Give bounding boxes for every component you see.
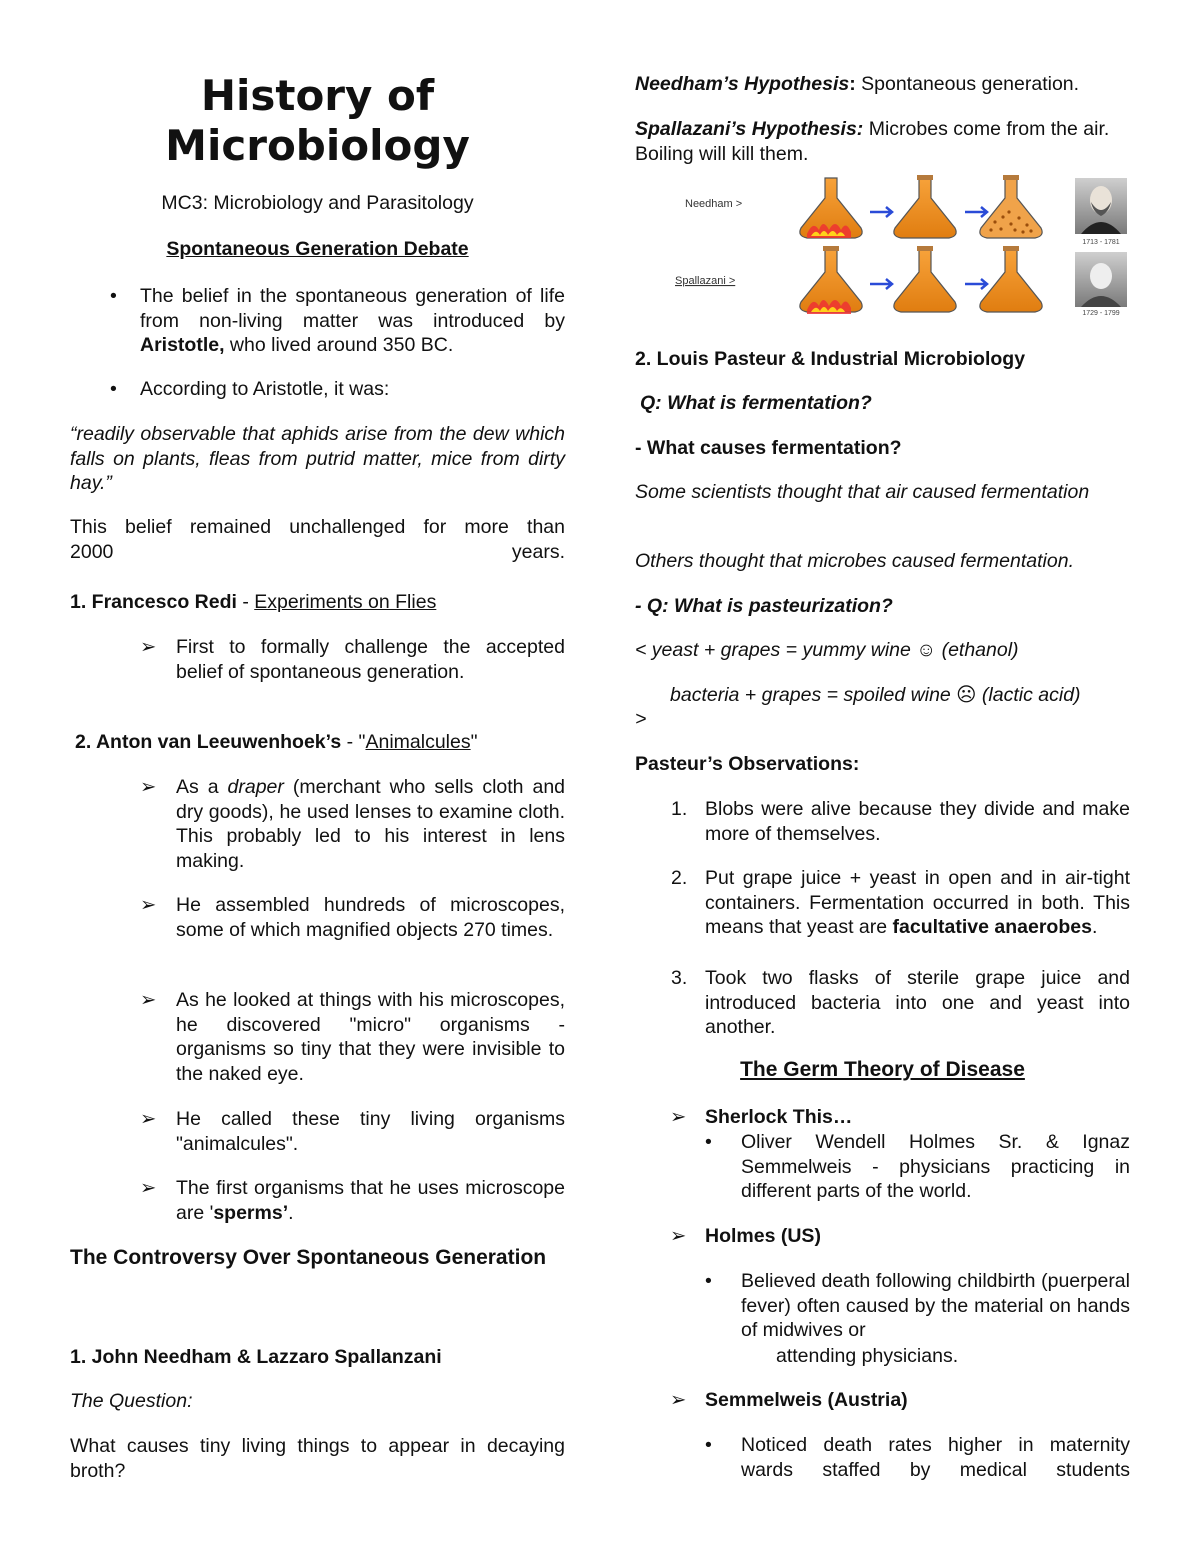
arrow-bullet-icon: ➢ <box>670 1225 687 1247</box>
q-fermentation: Q: What is fermentation? <box>640 392 872 414</box>
arrow-icon <box>965 279 987 289</box>
redi-heading-line <box>70 590 565 615</box>
draper-pre: As a <box>176 776 228 798</box>
sherlock-point: Oliver Wendell Holmes Sr. & Ignaz Semmelweis - physicians practicing in different parts of the world. <box>741 1131 1130 1202</box>
holmes-heading: Holmes (US) <box>705 1225 821 1247</box>
spallanzani-flask-boiling <box>800 246 862 314</box>
leeuwenhoek-point-animalcules: He called these tiny living organisms "animalcules". <box>176 1108 565 1155</box>
holmes-point-cont: attending physicians. <box>776 1345 959 1367</box>
bullet-according: According to Aristotle, it was: <box>140 378 390 400</box>
sperms-post: . <box>288 1201 294 1224</box>
redi-point: First to formally challenge the accepted belief of spontaneous generation. <box>176 636 565 683</box>
spallanzani-hypothesis <box>635 117 1130 166</box>
leeuwenhoek-heading: 2. Anton van Leeuwenhoek’s <box>75 731 342 753</box>
obs2-number: 2. <box>671 867 688 889</box>
dot-bullet-icon: • <box>705 1131 712 1153</box>
obs3-number: 3. <box>671 967 688 989</box>
spallanzani-flask-clear <box>980 246 1042 312</box>
semmelweis-heading: Semmelweis (Austria) <box>705 1389 908 1411</box>
leeuwenhoek-sep: - " <box>341 731 366 753</box>
q-pasteurization: - Q: What is pasteurization? <box>635 595 893 617</box>
facultative-anaerobes: facultative anaerobes <box>892 916 1092 938</box>
dot-bullet-icon: • <box>705 1270 712 1292</box>
needham-flask-boiling <box>800 178 862 238</box>
aristotle-quote: “readily observable that aphids arise from the dew which falls on plants, fleas from putrid matter, mice from dirty hay.” <box>70 423 565 494</box>
spallanzani-flask-sealed <box>894 246 956 312</box>
leeuwenhoek-close: " <box>470 731 478 753</box>
leeuwenhoek-point-sperms <box>176 1176 565 1225</box>
observation-2 <box>705 866 1130 940</box>
redi-link[interactable]: Experiments on Flies <box>254 591 437 613</box>
germ-theory-heading: The Germ Theory of Disease <box>740 1058 1025 1081</box>
bullet1-text: The belief in the spontaneous generation of life from non-living matter was introduced by <box>140 285 565 332</box>
belief-word-2000: 2000 <box>70 541 114 563</box>
redi-sep: - <box>236 591 255 613</box>
doc-title-line2: Microbiology <box>165 121 470 170</box>
leeuwenhoek-point-draper <box>176 775 565 873</box>
round-bullet-icon: • <box>110 378 117 400</box>
needham-flask-cooled <box>894 175 956 238</box>
draper-word: draper <box>227 776 284 798</box>
semmelweis-point: Noticed death rates higher in maternity wards staffed by medical students <box>741 1434 1130 1481</box>
sherlock-heading: Sherlock This… <box>705 1106 853 1128</box>
leeuwenhoek-point-micro: As he looked at things with his microscopes, he discovered "micro" organisms - organisms so tiny that they were invisible to the naked eye. <box>176 989 565 1085</box>
doc-subtitle: MC3: Microbiology and Parasitology <box>161 192 474 214</box>
spall-hyp-label: Spallazani’s Hypothesis: <box>635 118 864 140</box>
obs2-text: Put grape juice + yeast in open and in air-tight containers. Fermentation occurred in both. This means that yeast are <box>705 867 1130 938</box>
leeuwenhoek-point-microscopes: He assembled hundreds of microscopes, some of which magnified objects 270 times. <box>176 894 565 941</box>
others-thought: Others thought that microbes caused fermentation. <box>635 550 1074 572</box>
arrow-bullet-icon: ➢ <box>140 636 157 658</box>
q-causes: - What causes fermentation? <box>635 437 902 459</box>
arrow-bullet-icon: ➢ <box>140 894 157 916</box>
needham-hyp-colon: : <box>849 73 856 95</box>
dot-bullet-icon: • <box>705 1434 712 1456</box>
spallanzani-row-label: Spallazani > <box>675 275 736 287</box>
arrow-icon <box>870 207 892 217</box>
obs2-tail: . <box>1091 916 1098 938</box>
flask-experiment-figure <box>675 172 1135 317</box>
aristotle-bold: Aristotle, <box>140 334 225 356</box>
observations-heading: Pasteur’s Observations: <box>635 753 860 775</box>
round-bullet-icon: • <box>110 285 117 307</box>
arrow-bullet-icon: ➢ <box>140 1108 157 1130</box>
arrow-icon <box>965 207 987 217</box>
needham-spallanzani-heading: 1. John Needham & Lazzaro Spallanzani <box>70 1346 442 1368</box>
animalcules-link[interactable]: Animalcules <box>365 731 471 753</box>
belief-line1: This belief remained unchallenged for more than <box>70 516 565 538</box>
holmes-point: Believed death following childbirth (puerperal fever) often caused by the material on hands of midwives or <box>741 1270 1130 1341</box>
redi-heading: 1. Francesco Redi <box>70 591 237 613</box>
pasteur-heading: 2. Louis Pasteur & Industrial Microbiology <box>635 348 1026 370</box>
portrait2-caption: 1729 - 1799 <box>1082 310 1120 317</box>
arrow-bullet-icon: ➢ <box>140 776 157 798</box>
needham-portrait <box>1075 178 1127 246</box>
question-label: The Question: <box>70 1390 193 1412</box>
doc-title-line1: History of <box>200 71 435 120</box>
arrow-bullet-icon: ➢ <box>140 1177 157 1199</box>
bullet1-tail: who lived around 350 BC. <box>224 334 454 356</box>
portrait1-caption: 1713 - 1781 <box>1082 239 1120 246</box>
draper-post: (merchant who sells cloth and dry goods), he used lenses to examine cloth. This probably led to his interest in lens making. <box>176 776 566 872</box>
arrow-bullet-icon: ➢ <box>670 1106 687 1128</box>
needham-hyp-label: Needham’s Hypothesis <box>635 73 850 95</box>
section-heading-spontaneous: Spontaneous Generation Debate <box>166 238 469 260</box>
sperms-bold: sperms’ <box>213 1201 289 1224</box>
yeast-line: < yeast + grapes = yummy wine ☺ (ethanol) <box>635 639 1019 661</box>
controversy-heading <box>70 1244 565 1271</box>
leeuwenhoek-heading-line <box>75 730 565 755</box>
gt-line: > <box>635 708 647 730</box>
question-text: What causes tiny living things to appear in decaying broth? <box>70 1435 565 1482</box>
needham-hyp-text: Spontaneous generation. <box>855 73 1080 95</box>
belief-word-years: years. <box>511 541 565 563</box>
bullet-aristotle <box>140 284 565 358</box>
arrow-bullet-icon: ➢ <box>670 1389 687 1411</box>
spallanzani-portrait <box>1075 252 1127 317</box>
bacteria-line: bacteria + grapes = spoiled wine ☹ (lactic acid) <box>670 684 1081 706</box>
needham-row-label: Needham > <box>685 198 743 210</box>
needham-hypothesis <box>635 72 1130 97</box>
sperms-pre: The first organisms that he uses microscope are ' <box>176 1177 565 1224</box>
some-scientists: Some scientists thought that air caused fermentation <box>635 481 1090 503</box>
observation-1: Blobs were alive because they divide and make more of themselves. <box>705 798 1130 845</box>
controversy-heading-text: The Controversy Over Spontaneous Generation <box>70 1246 547 1269</box>
arrow-icon <box>870 279 892 289</box>
obs1-number: 1. <box>671 798 688 820</box>
spall-hyp-text: Microbes come from the air. Boiling will kill them. <box>635 118 1110 165</box>
arrow-bullet-icon: ➢ <box>140 989 157 1011</box>
observation-3: Took two flasks of sterile grape juice and introduced bacteria into one and yeast into another. <box>705 967 1130 1038</box>
needham-flask-microbes <box>980 175 1042 238</box>
